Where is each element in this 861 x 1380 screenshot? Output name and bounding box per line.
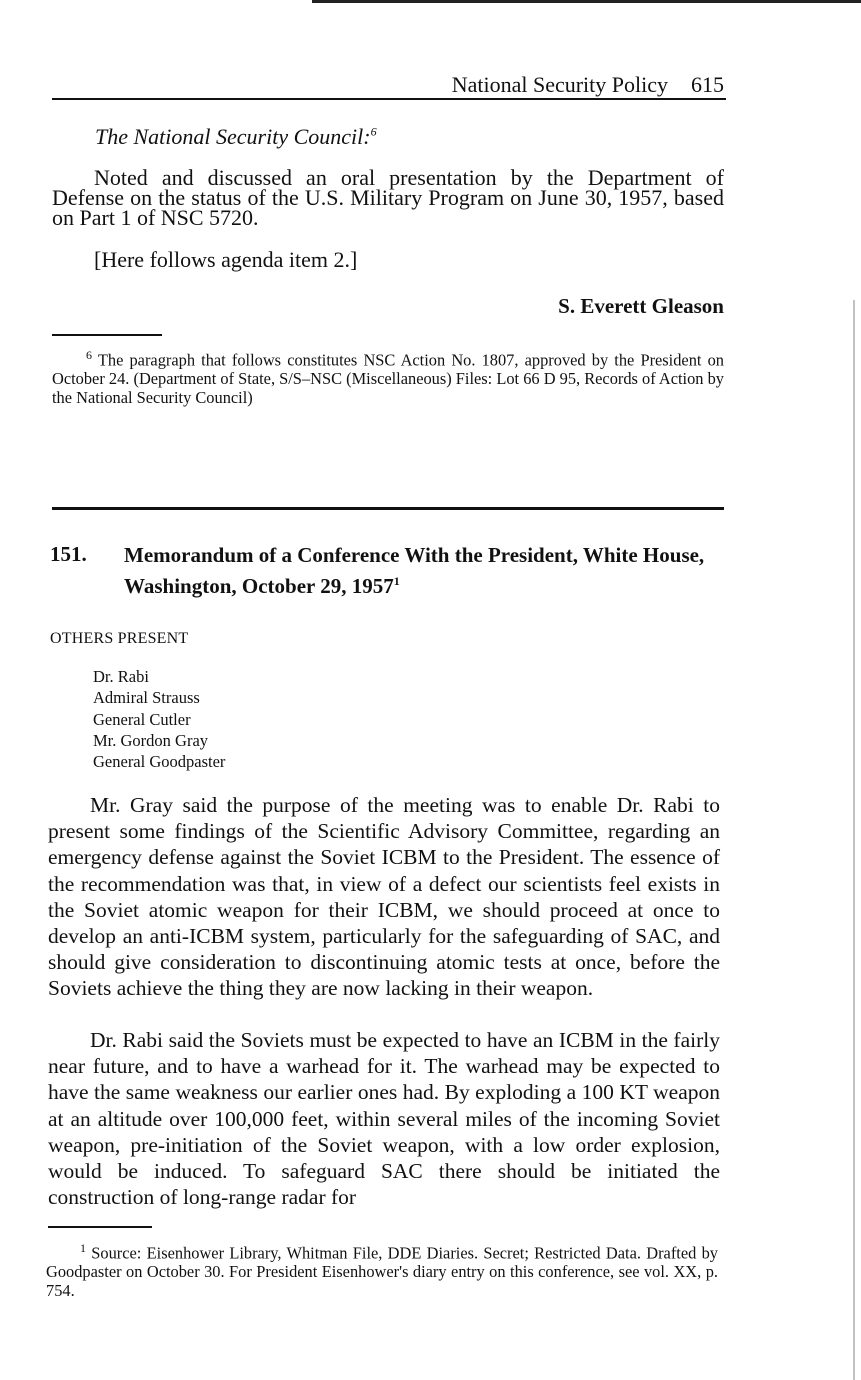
footnote-ref-1: 1 <box>393 574 400 588</box>
footnote-6-marker: 6 <box>86 348 92 362</box>
running-header <box>52 74 726 100</box>
footnote-ref-6: 6 <box>370 124 377 139</box>
document-title-text: Memorandum of a Conference With the President, White House, Washington, October 29, 1957 <box>124 543 705 598</box>
attendee: Mr. Gordon Gray <box>93 730 209 750</box>
signature: S. Everett Gleason <box>558 294 724 318</box>
attendee: General Cutler <box>93 709 191 729</box>
body-paragraph: Dr. Rabi said the Soviets must be expected to have an ICBM in the fairly near future, and to have a warhead for it. The warhead may be expected to have the same weakness our earlier ones had. By exploding a 100 KT weapon at an altitude over 100,000 feet, within several miles of the incoming Soviet weapon, pre-initiation of the Soviet weapon, with a low order explosion, would be induced. To safeguard SAC there should be initiated the construction of long-range radar for <box>48 1028 720 1210</box>
footnote-divider <box>48 1226 152 1228</box>
footnote-6-text: The paragraph that follows constitutes NSC Action No. 1807, approved by the President on October 24. (Department of State, S/S–NSC (Miscellaneous) Files: Lot 66 D 95, Records of Action by the National Security Council) <box>52 350 724 408</box>
footnote-6 <box>52 346 724 407</box>
page-number: 615 <box>691 72 724 97</box>
footnote-1-marker: 1 <box>80 1241 86 1255</box>
document-title <box>124 542 724 599</box>
attendee: Admiral Strauss <box>93 688 200 708</box>
attendee-list <box>93 666 225 772</box>
section-divider <box>52 507 724 510</box>
scan-top-edge <box>312 0 861 3</box>
scan-right-edge <box>853 300 855 1380</box>
nsc-heading-text: The National Security Council: <box>95 124 371 149</box>
footnote-1 <box>46 1239 718 1300</box>
document-number: 151. <box>50 542 87 566</box>
attendee: Dr. Rabi <box>93 667 149 686</box>
agenda-note: [Here follows agenda item 2.] <box>94 247 358 272</box>
nsc-action-paragraph: Noted and discussed an oral presentation by the Department of Defense on the status of the U.S. Military Program on June 30, 1957, based on Part 1 of NSC 5720. <box>52 165 724 230</box>
others-present-label: OTHERS PRESENT <box>50 630 189 647</box>
footnote-1-text: Source: Eisenhower Library, Whitman File, DDE Diaries. Secret; Restricted Data. Drafted by Goodpaster on October 30. For President Eisenhower's diary entry on this conference, see vol. XX, p. 754. <box>46 1243 718 1301</box>
running-title: National Security Policy <box>451 72 668 97</box>
footnote-divider <box>52 334 162 336</box>
body-paragraph: Mr. Gray said the purpose of the meeting was to enable Dr. Rabi to present some findings of the Scientific Advisory Committee, regarding an emergency defense against the Soviet ICBM to the President. The essence of the recommendation was that, in view of a defect our scientists feel exists in the Soviet atomic weapon for their ICBM, we should proceed at once to develop an anti-ICBM system, particularly for the safeguarding of SAC, and should give consideration to discontinuing atomic tests at once, before the Soviets achieve the thing they are now lacking in their weapon. <box>48 793 720 1001</box>
nsc-heading <box>95 124 377 150</box>
attendee: General Goodpaster <box>93 752 226 772</box>
